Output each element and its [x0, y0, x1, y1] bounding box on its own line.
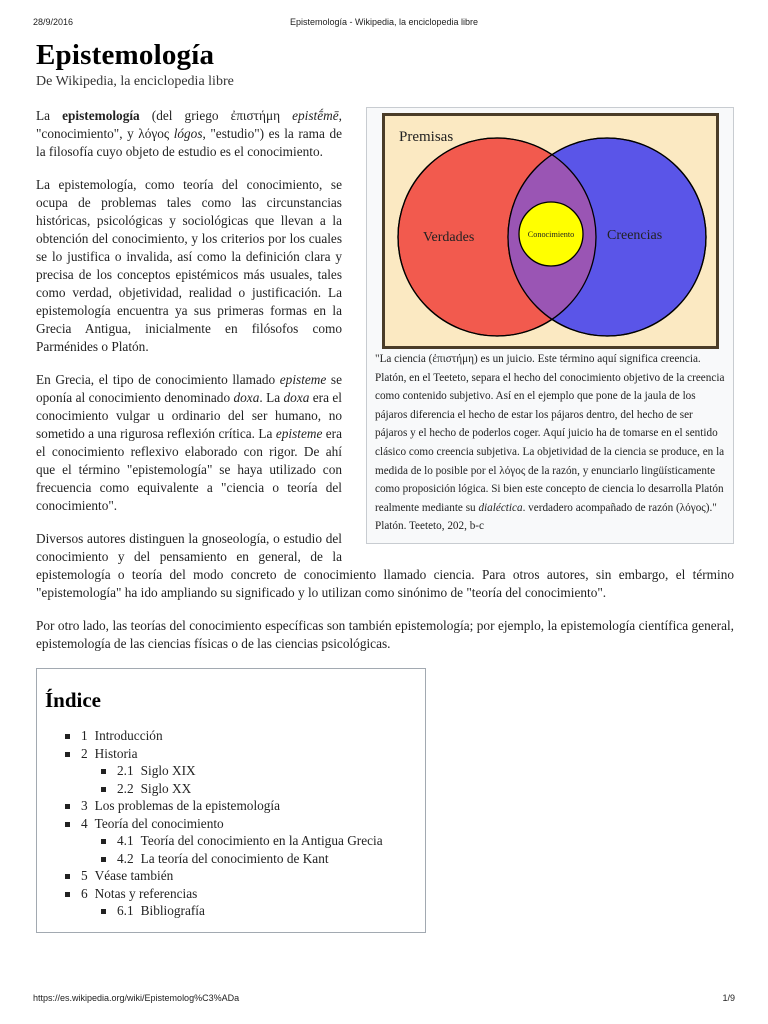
site-subtitle: De Wikipedia, la enciclopedia libre [36, 74, 234, 89]
print-url: https://es.wikipedia.org/wiki/Epistemolog%C3%ADa [33, 993, 240, 1003]
paragraph-greece: En Grecia, el tipo de conocimiento llamado episteme se oponía al conocimiento denominado doxa. La doxa era el conocimiento vulgar u ordinario del ser humano, no sometido a una rigurosa reflexión crítica. La episteme era el conocimiento reflexivo elaborado con rigor. De ahí que el término "epistemología" se haya utilizado con frecuencia como equivalente a "ciencia o teoría del conocimiento". [36, 372, 343, 513]
figure-caption: "La ciencia (ἐπιστήμη) es un juicio. Este término aquí significa creencia. Platón, en el Teeteto, separa el hecho del conocimiento objetivo de la creencia como contenido subjetivo. Así en el ejemplo que pone de la jaula de los pájaros diferencia el hecho de estar los pájaros dentro, del hecho de ser pájaros y el hecho de poderlos coger. Aquí juicio ha de tomarse en el sentido clásico como creencia subjetiva. La objetividad de la ciencia se produce, en la medida de lo posible por el λόγος de la razón, y enunciarlo lingüísticamente como proposición lógica. Si bien este concepto de ciencia lo desarrolla Platón realmente mediante su dialéctica. verdadero acompañado de razón (λόγος)." Platón. Teeteto, 202, b-c [375, 353, 725, 533]
print-header [33, 17, 735, 31]
venn-diagram-image[interactable] [382, 113, 719, 349]
article-content [36, 38, 734, 933]
venn-figure [366, 107, 734, 544]
toc-item[interactable] [45, 762, 419, 780]
toc-label[interactable]: Teoría del conocimiento [94, 815, 224, 831]
toc-number: 5 [81, 868, 88, 883]
print-date: 28/9/2016 [33, 17, 74, 27]
toc-item[interactable] [45, 902, 419, 920]
toc-number: 4.2 [117, 850, 134, 866]
toc-label[interactable]: La teoría del conocimiento de Kant [140, 850, 329, 866]
toc-label[interactable]: Teoría del conocimiento en la Antigua Grecia [140, 833, 383, 848]
toc-number: 6 [81, 885, 88, 901]
paragraph-specific: Por otro lado, las teorías del conocimiento específicas son también epistemología; por ejemplo, la epistemología científica general, epistemología de las ciencias físicas o de las ciencias psicológicas. [36, 618, 734, 651]
toc-label[interactable]: Introducción [94, 728, 163, 743]
toc-item[interactable] [45, 850, 419, 868]
toc-label[interactable]: Notas y referencias [94, 885, 198, 901]
print-page-title: Epistemología - Wikipedia, la enciclopedia libre [289, 17, 479, 27]
toc-label[interactable]: Los problemas de la epistemología [94, 798, 281, 813]
toc-number: 4 [81, 815, 88, 831]
toc-item[interactable] [45, 832, 419, 850]
conocimiento-label: Conocimiento [527, 230, 574, 239]
toc-number: 3 [81, 798, 88, 813]
article-body [36, 107, 734, 933]
term-epistemologia: epistemología [62, 108, 140, 123]
paragraph-theory: La epistemología, como teoría del conocimiento, se ocupa de problemas tales como las circunstancias históricas, psicológicas y sociológicas que llevan a la obtención del conocimiento, y los criterios por los cuales se lo justifica o invalida, así como la definición clara y precisa de los conceptos epistémicos más usuales, tales como verdad, objetividad, realidad o justificación. La epistemología encuentra ya sus primeras formas en la Grecia Antigua, inicialmente en filósofos como Parménides o Platón. [36, 177, 342, 354]
toc-number: 2.2 [117, 780, 134, 796]
toc-item[interactable] [45, 885, 419, 903]
verdades-label: Verdades [422, 230, 474, 245]
toc-item[interactable] [45, 780, 419, 798]
print-page-number: 1/9 [722, 993, 735, 1003]
page-title: Epistemología [36, 39, 215, 71]
toc-title: Índice [45, 688, 102, 712]
toc-item[interactable] [45, 745, 419, 763]
toc-number: 1 [81, 728, 88, 743]
paragraph-intro: La epistemología (del griego ἐπιστήμη epistḗmē, "conocimiento", y λόγος lógos, "estudio") es la rama de la filosofía cuyo objeto de estudio es el conocimiento. [36, 108, 342, 159]
toc-number: 2 [81, 745, 88, 761]
premisas-label: Premisas [398, 129, 453, 145]
toc-label[interactable]: Véase también [94, 868, 174, 883]
toc-number: 2.1 [117, 763, 134, 778]
toc-label[interactable]: Siglo XIX [140, 763, 196, 778]
toc-number: 4.1 [117, 833, 134, 848]
creencias-label: Creencias [606, 228, 662, 243]
toc-label[interactable]: Historia [94, 745, 138, 761]
print-footer [33, 993, 735, 1007]
toc-list [45, 727, 419, 920]
caption-link-dialectica[interactable]: dialéctica [478, 501, 523, 514]
toc-label[interactable]: Bibliografía [140, 903, 205, 918]
toc-item[interactable] [45, 867, 419, 885]
toc-item[interactable] [45, 815, 419, 833]
table-of-contents [36, 668, 426, 933]
toc-item[interactable] [45, 797, 419, 815]
toc-label[interactable]: Siglo XX [140, 780, 192, 796]
toc-item[interactable] [45, 727, 419, 745]
paragraph-gnoseology: Diversos autores distinguen la gnoseología, o estudio del conocimiento y del pensamiento en general, de la epistemología o teoría del modo concreto de conocimiento llamado ciencia. Para otros autores, sin embargo, el término "epistemología" ha ido ampliando su significado y lo utilizan como sinónimo de "teoría del conocimiento". [36, 531, 734, 600]
toc-number: 6.1 [117, 903, 134, 918]
venn-diagram [385, 116, 716, 346]
